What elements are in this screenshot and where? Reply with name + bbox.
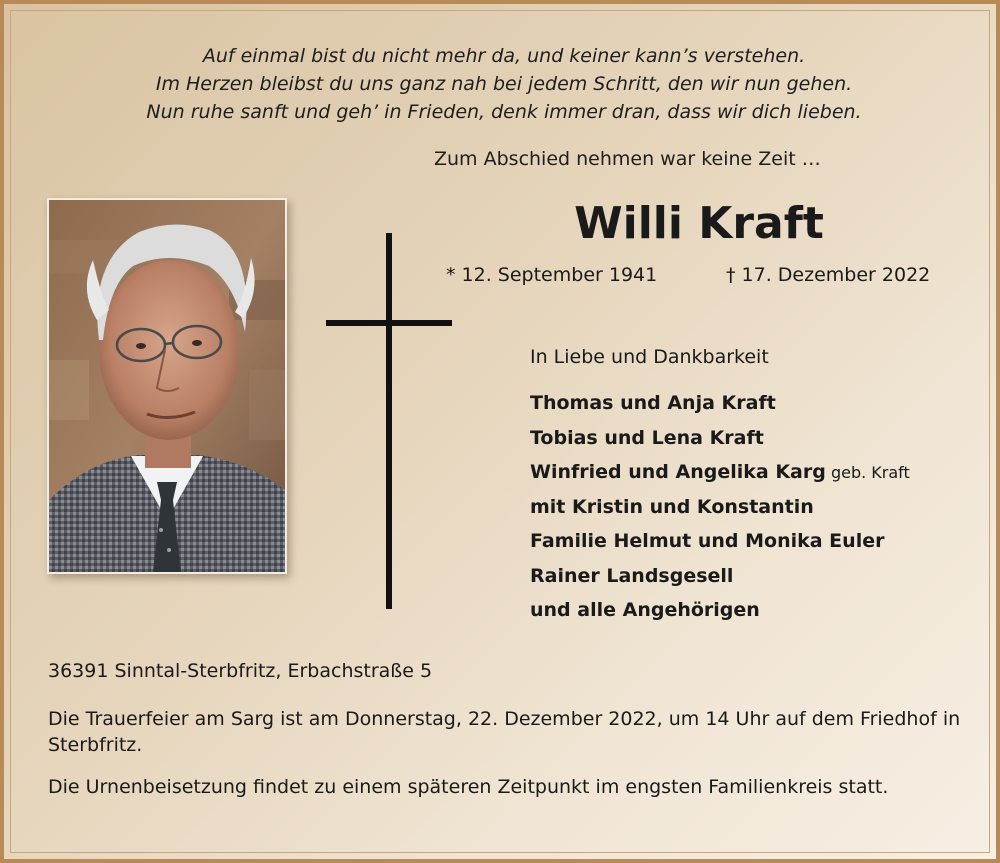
list-item: und alle Angehörigen [530, 599, 760, 621]
cross-icon [326, 233, 452, 609]
mourners-list [530, 388, 970, 630]
birth-date: * 12. September 1941 [446, 264, 658, 286]
funeral-notice: Die Trauerfeier am Sarg ist am Donnerstag, 22. Dezember 2022, um 14 Uhr auf dem Friedhof in Sterbfritz. [48, 708, 961, 756]
list-item: Thomas und Anja Kraft [530, 392, 776, 414]
list-item: Tobias und Lena Kraft [530, 426, 764, 449]
maiden-name-note: geb. Kraft [825, 463, 910, 482]
poem-line: Auf einmal bist du nicht mehr da, und keiner kann’s verstehen. [202, 45, 806, 67]
death-date: † 17. Dezember 2022 [726, 264, 931, 286]
family-intro: In Liebe und Dankbarkeit [530, 346, 769, 368]
poem [64, 42, 944, 126]
urn-notice: Die Urnenbeisetzung findet zu einem späteren Zeitpunkt im engsten Familienkreis statt. [48, 776, 889, 798]
address: 36391 Sinntal-Sterbfritz, Erbachstraße 5 [48, 660, 433, 682]
deceased-name: Willi Kraft [574, 198, 824, 249]
list-item: mit Kristin und Konstantin [530, 495, 814, 518]
portrait-photo [47, 198, 287, 574]
poem-line: Nun ruhe sanft und geh’ in Frieden, denk immer dran, dass wir dich lieben. [146, 101, 862, 123]
list-item: Familie Helmut und Monika Euler [530, 530, 885, 552]
poem-line: Im Herzen bleibst du uns ganz nah bei jedem Schritt, den wir nun gehen. [155, 73, 853, 95]
list-item: Winfried und Angelika Karg geb. Kraft [530, 461, 910, 483]
list-item: Rainer Landsgesell [530, 564, 734, 587]
life-dates [444, 264, 954, 290]
farewell-line: Zum Abschied nehmen war keine Zeit … [434, 148, 821, 170]
